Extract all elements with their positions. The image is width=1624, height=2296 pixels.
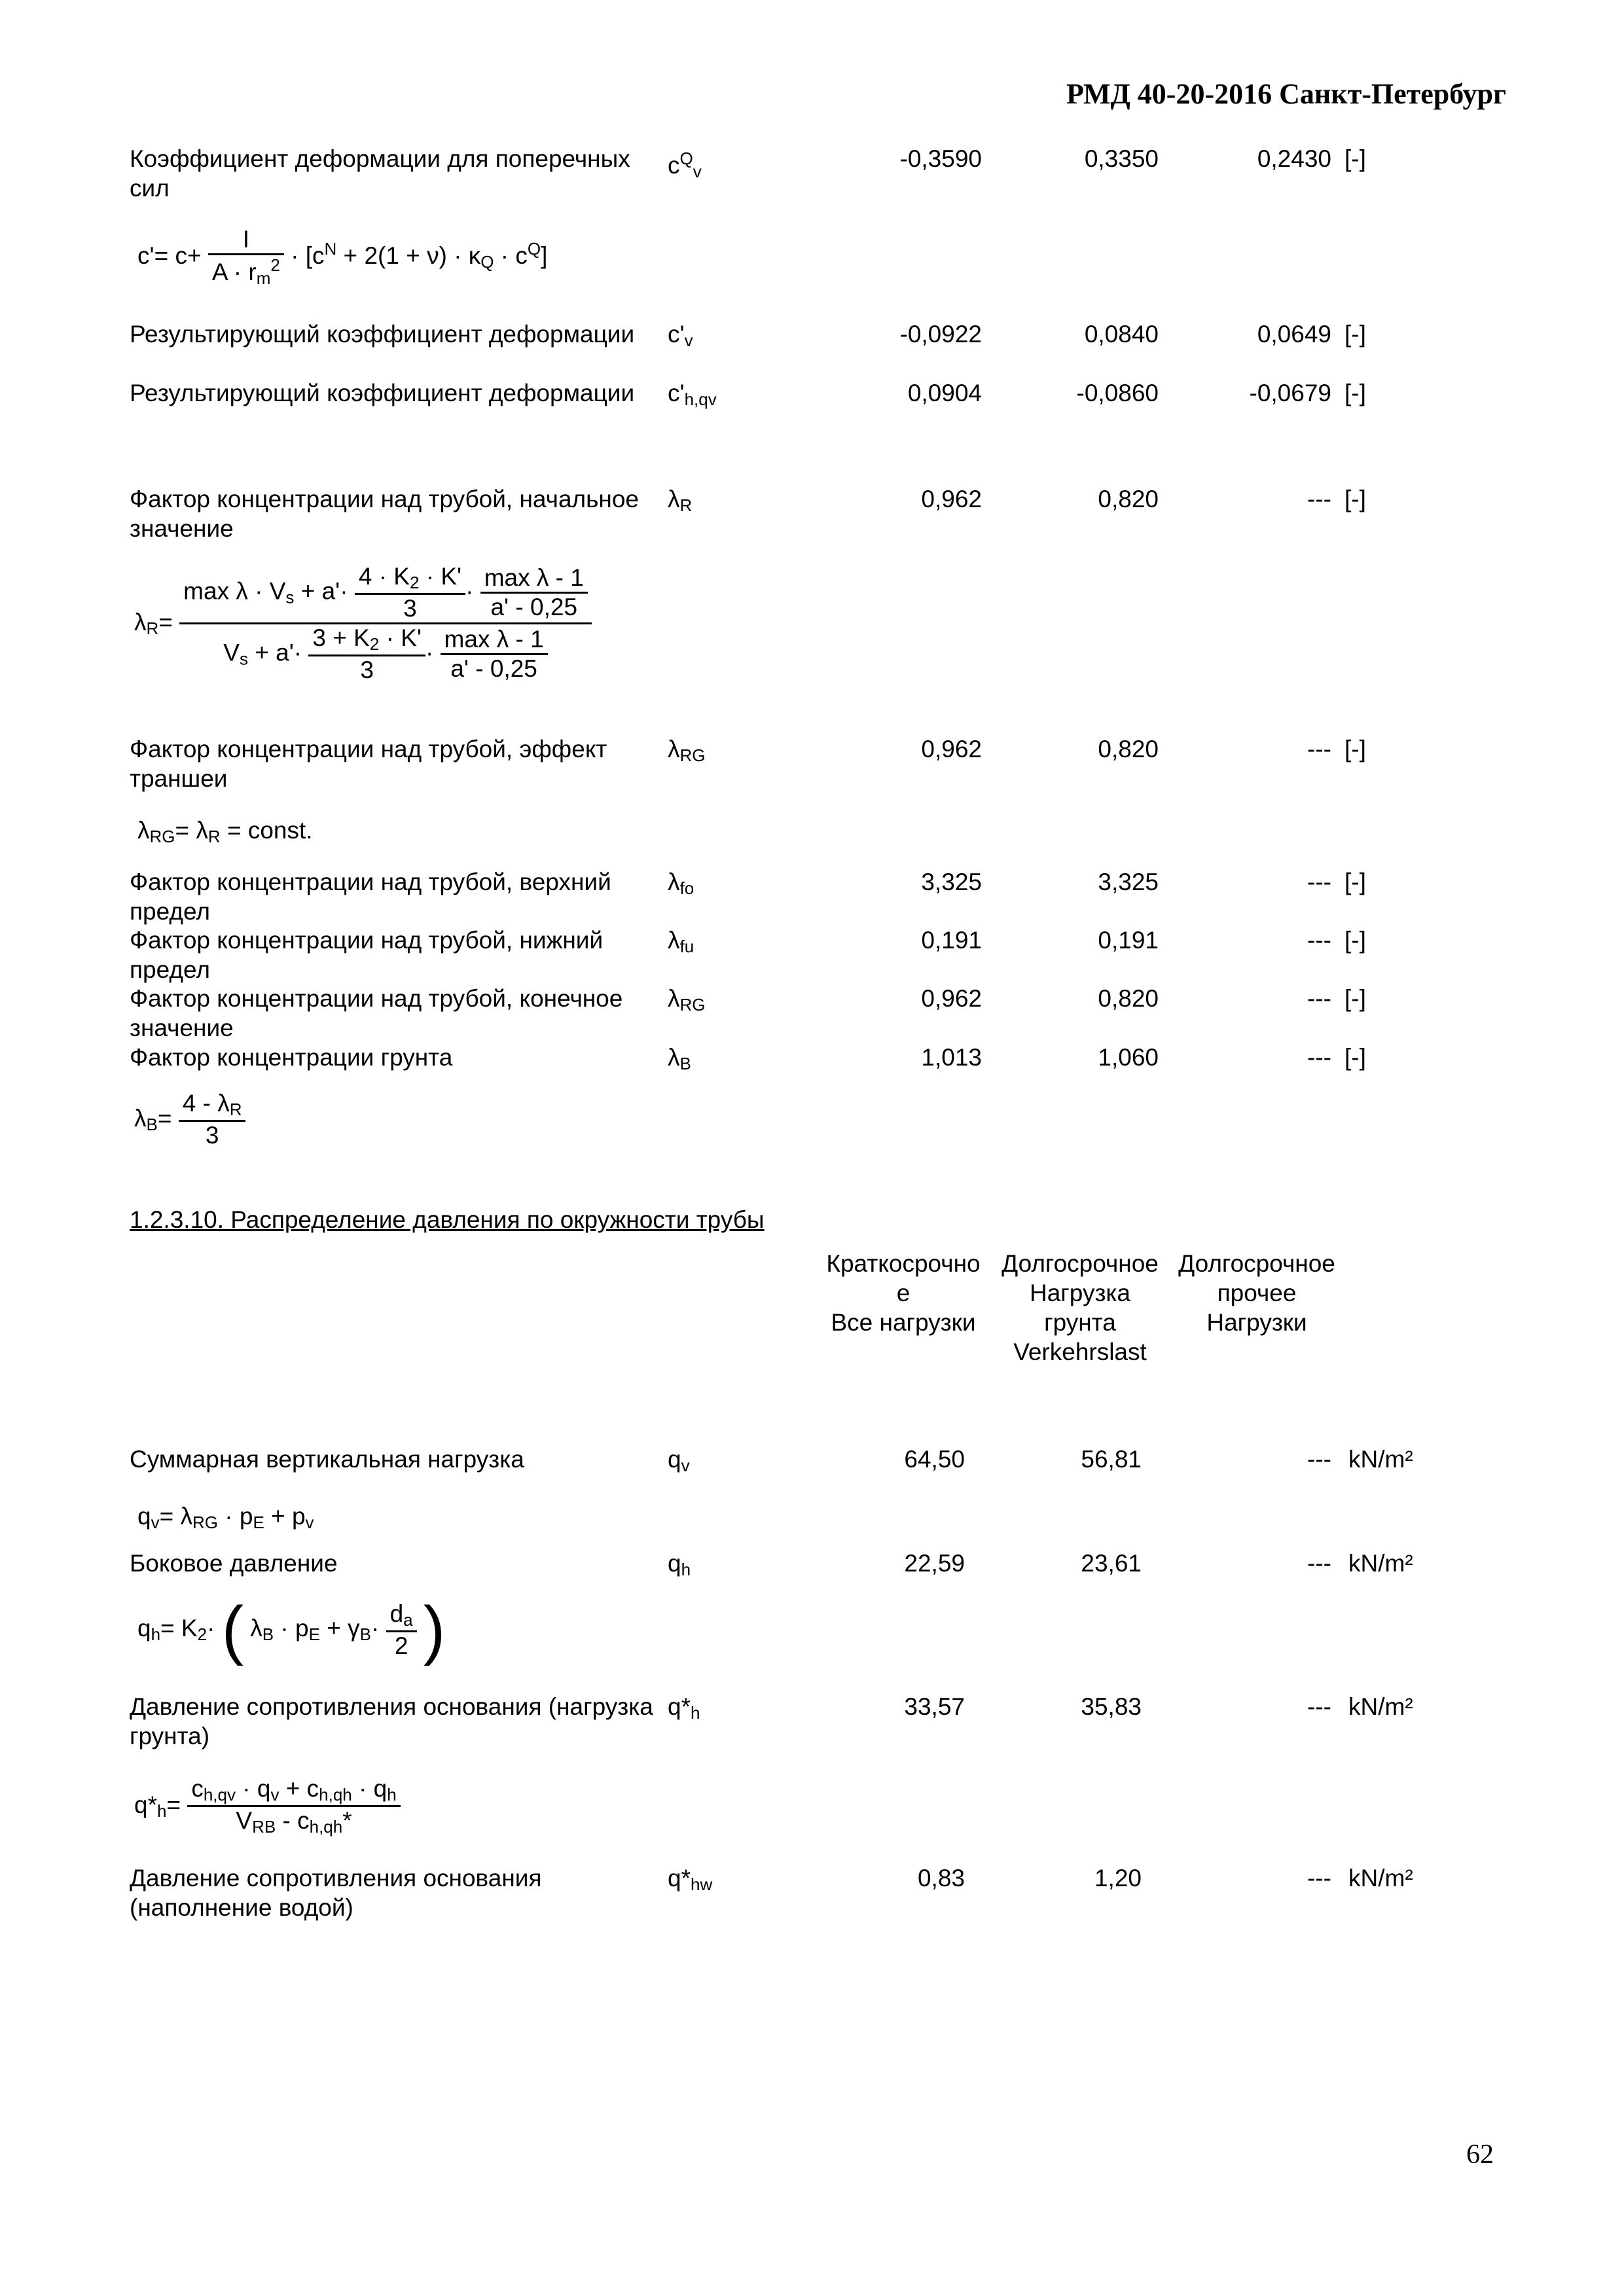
formula-q-star-h: $q*_h=$ $\frac{c_{h,qv} \cdot q_v + c_{h,qh} \cdot q_h}{V_{RB} - c_{h,qh}*}$ (134, 1775, 401, 1837)
row-unit: [-] (1344, 985, 1366, 1012)
row-value-2: 1,20 (1094, 1865, 1142, 1892)
row-value-1: -0,0922 (899, 321, 982, 348)
row-value-1: 33,57 (904, 1693, 965, 1720)
row-value-2: 35,83 (1081, 1693, 1142, 1720)
row-description: Фактор концентрации над трубой, эффект траншеи (130, 736, 607, 792)
row-symbol: $\lambda_{RG}$ (668, 736, 706, 765)
row-value-1: 0,83 (917, 1865, 965, 1892)
row-symbol: $\lambda_B$ (668, 1044, 691, 1073)
formula-qh: $q_h= K_2\cdot$ ( $\lambda_B \cdot p_E + \gamma_B\cdot$ $\frac{d_a}{2}$ ) (137, 1593, 446, 1666)
row-unit: kN/m² (1348, 1446, 1413, 1473)
formula-c-prime: c'= c+ $\frac{I}{A \cdot r_m^2}$ · $[c^N + 2(1 + \nu) \cdot \kappa_Q \cdot c^Q]$ (137, 226, 548, 288)
section-title: 1.2.3.10. Распределение давления по окружности трубы (130, 1206, 765, 1233)
row-value-3: 0,2430 (1257, 145, 1331, 172)
row-value-2: 3,325 (1098, 869, 1159, 895)
row-value-1: 0,962 (921, 985, 982, 1012)
row-symbol: $\lambda_R$ (668, 486, 693, 515)
row-unit: kN/m² (1348, 1550, 1413, 1577)
row-value-1: 1,013 (921, 1044, 982, 1071)
row-value-2: 1,060 (1098, 1044, 1159, 1071)
row-value-3: --- (1307, 1446, 1331, 1473)
row-unit: [-] (1344, 486, 1366, 512)
row-value-1: -0,3590 (899, 145, 982, 172)
row-value-2: -0,0860 (1076, 380, 1159, 406)
row-description: Суммарная вертикальная нагрузка (130, 1446, 524, 1473)
row-description: Давление сопротивления основания (наполнение водой) (130, 1865, 542, 1921)
row-value-2: 0,191 (1098, 927, 1159, 954)
document-header: РМД 40-20-2016 Санкт-Петербург (1066, 78, 1506, 110)
page-number: 62 (1466, 2140, 1494, 2170)
row-symbol: $\lambda_{fu}$ (668, 927, 695, 956)
formula-lambda-rg: $\lambda_{RG}= \lambda_R$ = const. (137, 817, 313, 846)
row-value-3: --- (1307, 1044, 1331, 1071)
row-value-2: 0,820 (1098, 736, 1159, 762)
row-unit: [-] (1344, 145, 1366, 172)
row-value-2: 56,81 (1081, 1446, 1142, 1473)
row-unit: kN/m² (1348, 1693, 1413, 1720)
row-description: Коэффициент деформации для поперечных сил (130, 145, 630, 202)
row-symbol: $q*_h$ (668, 1693, 700, 1723)
row-unit: [-] (1344, 321, 1366, 348)
row-value-1: 3,325 (921, 869, 982, 895)
row-symbol: $q*_{hw}$ (668, 1865, 713, 1894)
formula-qv: $q_v= \lambda_{RG} \cdot p_E + p_v$ (137, 1503, 314, 1532)
row-value-3: --- (1307, 1693, 1331, 1720)
row-symbol: $\lambda_{RG}$ (668, 985, 706, 1014)
row-value-3: --- (1307, 985, 1331, 1012)
row-symbol: $q_v$ (668, 1446, 690, 1475)
row-symbol: $\lambda_{fo}$ (668, 869, 695, 898)
column-header-3: Долгосрочное прочее Нагрузки (1178, 1250, 1335, 1336)
row-description: Фактор концентрации над трубой, верхний предел (130, 869, 611, 925)
row-value-3: --- (1307, 486, 1331, 512)
row-description: Результирующий коэффициент деформации (130, 380, 635, 406)
row-symbol: $c^Q_v$ (668, 149, 702, 181)
row-value-1: 22,59 (904, 1550, 965, 1577)
row-unit: kN/m² (1348, 1865, 1413, 1892)
row-value-1: 0,0904 (907, 380, 982, 406)
formula-lambda-r: $\lambda_R=$ $\max \lambda \cdot V_s + a'\cdot$ $\frac{4 \cdot K_2 \cdot K'}{3}$ · $\frac{\text{max λ - 1}}{a' - 0,25}$ $V_s + a'\cdot$ $\frac{3 + K_2 \cdot K'}{3}$ · $\frac{\text{max λ - 1}}{a' - 0,25}$ (134, 563, 592, 684)
row-value-3: --- (1307, 1865, 1331, 1892)
row-unit: [-] (1344, 869, 1366, 895)
row-description: Боковое давление (130, 1550, 338, 1577)
row-value-1: 0,191 (921, 927, 982, 954)
row-description: Фактор концентрации над трубой, начальное значение (130, 486, 639, 542)
row-value-3: -0,0679 (1249, 380, 1331, 406)
row-value-3: 0,0649 (1257, 321, 1331, 348)
row-symbol: $c'_{h,qv}$ (668, 380, 717, 409)
row-unit: [-] (1344, 736, 1366, 762)
row-value-1: 0,962 (921, 486, 982, 512)
row-unit: [-] (1344, 380, 1366, 406)
row-unit: [-] (1344, 927, 1366, 954)
row-value-1: 64,50 (904, 1446, 965, 1473)
formula-lambda-b: $\lambda_B=$ $\frac{4 - \lambda_R}{3}$ (134, 1090, 245, 1149)
row-unit: [-] (1344, 1044, 1366, 1071)
row-value-2: 0,3350 (1084, 145, 1159, 172)
row-value-3: --- (1307, 869, 1331, 895)
row-value-2: 0,0840 (1084, 321, 1159, 348)
row-description: Фактор концентрации над трубой, конечное значение (130, 985, 623, 1041)
row-description: Давление сопротивления основания (нагрузка грунта) (130, 1693, 653, 1749)
row-value-2: 0,820 (1098, 985, 1159, 1012)
column-header-2: Долгосрочное Нагрузка грунта Verkehrslast (1001, 1250, 1159, 1365)
row-value-2: 0,820 (1098, 486, 1159, 512)
row-value-1: 0,962 (921, 736, 982, 762)
row-value-3: --- (1307, 1550, 1331, 1577)
row-symbol: $q_h$ (668, 1550, 691, 1579)
row-description: Фактор концентрации грунта (130, 1044, 453, 1071)
row-symbol: $c'_v$ (668, 321, 693, 350)
row-value-3: --- (1307, 927, 1331, 954)
row-description: Фактор концентрации над трубой, нижний предел (130, 927, 604, 983)
column-header-1: Краткосрочно е Все нагрузки (826, 1250, 981, 1336)
row-value-2: 23,61 (1081, 1550, 1142, 1577)
row-value-3: --- (1307, 736, 1331, 762)
row-description: Результирующий коэффициент деформации (130, 321, 635, 348)
